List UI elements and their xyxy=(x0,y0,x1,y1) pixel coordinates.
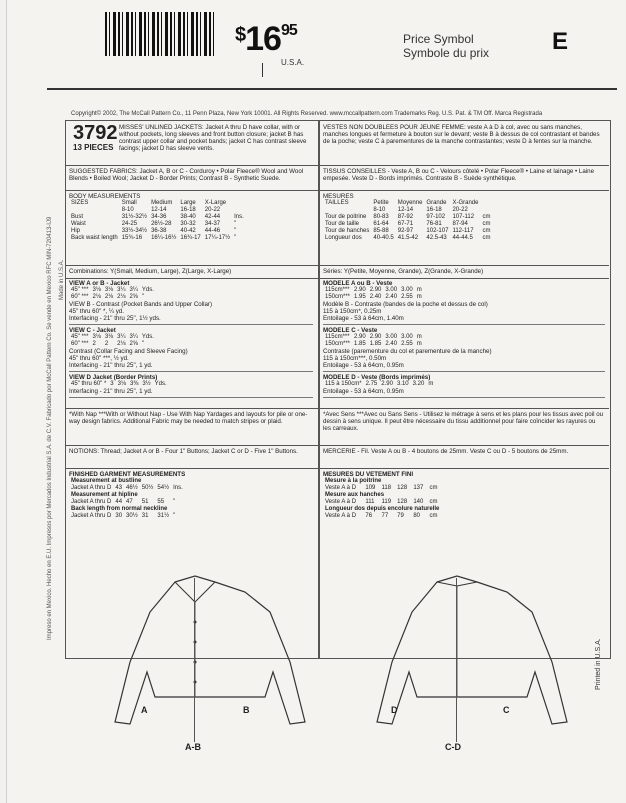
table-row xyxy=(69,287,156,294)
table-cell: 111 xyxy=(365,499,375,505)
column-header: X-Grande xyxy=(452,200,479,206)
view-note: 45" thru 60" *, ¼ yd. xyxy=(69,308,124,315)
table-cell: 1.85 xyxy=(354,341,366,347)
divider xyxy=(319,190,609,191)
spacer xyxy=(480,207,492,214)
table-cell: 128 xyxy=(397,499,408,505)
view-note: 115 à 150cm***, 0.50m xyxy=(323,355,387,362)
printed-in: Printed in U.S.A. xyxy=(595,638,602,690)
table-row xyxy=(69,294,156,301)
table-row xyxy=(323,228,492,235)
size-range: 12-14 xyxy=(397,207,414,213)
view-note: Interfacing - 21" thru 25", 1 yd. xyxy=(69,362,153,369)
table-cell: 16¾-17 xyxy=(180,235,201,241)
unit: cm xyxy=(429,485,438,491)
row-label: Veste A à D xyxy=(325,485,357,491)
group-label: Back length from normal neckline xyxy=(71,506,168,512)
table-row xyxy=(323,235,492,242)
divider xyxy=(47,88,617,90)
table-cell: 55 xyxy=(157,499,165,505)
row-label: Jacket A thru D xyxy=(71,513,112,519)
table-cell: 31 xyxy=(141,513,149,519)
table-cell: 2.90 xyxy=(354,334,366,340)
nap-note-fr: *Avec Sens ***Avec ou Sans Sens - Utilisez le métrage à sens et les plans pour les tissus avec poil ou dessin à sens unique. Il peut être nécessaire du tissu additionnel pour faire coïncider les rayures ou les carreaux. xyxy=(323,411,604,432)
table-cell: 2.75 xyxy=(365,381,378,387)
divider xyxy=(65,165,319,166)
table-cell: 3.10 xyxy=(396,381,409,387)
table-cell: 3¼ xyxy=(117,287,126,293)
view-note: Entoilage - 53 à 64cm, 0.95m xyxy=(323,388,404,395)
size-range: 12-14 xyxy=(151,207,167,213)
table-cell: 92-97 xyxy=(397,228,414,234)
row-label: Bust xyxy=(71,214,84,220)
unit: cm xyxy=(482,214,491,220)
table-cell: 3 xyxy=(110,381,114,387)
row-label: Veste A à D xyxy=(325,513,357,519)
table-cell: 77 xyxy=(381,513,389,519)
view-title: MODELE C - Veste xyxy=(323,327,378,334)
divider xyxy=(319,165,609,166)
finished-table xyxy=(69,478,185,520)
body-measurements-en: BODY MEASUREMENTS SIZES Small Medium Large X-Large 8-10 12-14 16-18 20-22 Bust 31½-32½ 34-36 38-40 42-44 Ins. Waist 24-25 26½-28 30-32 34-37 " Hip 33½-34½ 36-38 40-42 44-46 " Back waist length 15¾-16 16¼-16½ 16¾-17 17¼-17½ " xyxy=(69,193,244,241)
center-line xyxy=(194,578,195,742)
unit: cm xyxy=(482,235,491,241)
table-row xyxy=(69,492,185,499)
table-cell: 30-32 xyxy=(180,221,196,227)
table-cell: 2.55 xyxy=(401,294,413,300)
divider xyxy=(65,190,319,191)
table-cell: 109 xyxy=(365,485,376,491)
table-cell: 15¾-16 xyxy=(121,235,143,241)
price-symbol: Price Symbol Symbole du prix xyxy=(403,32,490,60)
table-row xyxy=(69,341,156,348)
measurement-table xyxy=(323,200,492,242)
row-label: Jacket A thru D xyxy=(71,499,112,505)
table-row xyxy=(69,478,185,485)
table-cell: 42.5-43 xyxy=(426,235,447,241)
label-d: D xyxy=(391,705,398,715)
divider xyxy=(319,468,609,469)
table-cell: 3¼ xyxy=(129,334,138,340)
row-label: Tour de taille xyxy=(325,221,360,227)
table-cell: 2 xyxy=(104,341,109,347)
view-note: Contrast (Collar Facing and Sleeve Facing) xyxy=(69,348,188,355)
table-cell: 31½-32½ xyxy=(121,214,148,220)
yardage-table xyxy=(323,287,424,301)
table-cell: 3.00 xyxy=(401,287,413,293)
row-label: 45" *** xyxy=(71,334,89,340)
table-cell: 140 xyxy=(413,499,424,505)
table-cell: 2.90 xyxy=(381,381,393,387)
row-label: Veste A à D xyxy=(325,499,357,505)
view-note: Interfacing - 21" thru 25", 1½ yds. xyxy=(69,315,161,322)
barcode xyxy=(105,12,215,56)
body-measurements-fr: MESURES TAILLES Petite Moyenne Grande X-Grande 8-10 12-14 16-18 20-22 Tour de poitrine 80-83 87-92 97-102 107-112 cm Tour de taille 61-64 67-71 76-81 87-94 cm Tour de hanches 85-88 92-97 102-107 112-117 cm Longueur dos 40-40.5 41.5-42 42.5-43 44-44.5 cm xyxy=(323,193,491,241)
table-cell: 3⅛ xyxy=(104,334,114,340)
group-label: Mesure aux hanches xyxy=(325,492,385,498)
row-label: Tour de hanches xyxy=(325,228,370,234)
center-line xyxy=(456,578,457,742)
row-label: Back waist length xyxy=(71,235,118,241)
table-cell: 87-92 xyxy=(397,214,414,220)
yardage-table xyxy=(323,334,424,348)
table-cell: 3⅛ xyxy=(92,334,101,340)
table-row xyxy=(69,221,246,228)
table-row xyxy=(323,221,492,228)
table-cell: 38-40 xyxy=(180,214,196,220)
table-cell: Yds. xyxy=(141,287,154,293)
yardage-en xyxy=(69,280,313,400)
row-label: Waist xyxy=(71,221,86,227)
table-cell: 2⅝ xyxy=(129,294,138,300)
table-row xyxy=(69,207,246,214)
price-letter: E xyxy=(552,28,569,55)
combinations-en: Combinations: Y(Small, Medium, Large), Z(Large, X-Large) xyxy=(69,268,232,275)
size-range: 16-18 xyxy=(180,207,196,213)
price-country: U.S.A. xyxy=(281,58,305,67)
table-row xyxy=(323,334,424,341)
table-cell: 87-94 xyxy=(452,221,468,227)
jacket-front-drawing xyxy=(95,572,315,742)
view-title: VIEW C - Jacket xyxy=(69,327,116,334)
table-row xyxy=(69,200,246,207)
table-cell: 36-38 xyxy=(151,228,167,234)
table-cell: 3⅛ xyxy=(104,287,114,293)
table-cell: m xyxy=(416,334,422,340)
price: $^{\$}16^{95}$ xyxy=(235,20,297,58)
table-row xyxy=(69,513,185,520)
table-cell: 80-83 xyxy=(373,214,389,220)
divider xyxy=(262,63,263,77)
size-range: 8-10 xyxy=(121,207,134,213)
table-cell: 47 xyxy=(126,499,133,505)
unit: cm xyxy=(429,513,438,519)
unit: cm xyxy=(482,221,491,227)
unit: " xyxy=(234,221,237,227)
notions-en: NOTIONS: Thread; Jacket A or B - Four 1" Buttons; Jacket C or D - Five 1" Buttons. xyxy=(69,448,298,455)
table-cell: 137 xyxy=(413,485,424,491)
table-cell: 40-42 xyxy=(180,228,196,234)
group-label: Mesure à la poitrine xyxy=(325,478,382,484)
yardage-table xyxy=(323,381,435,388)
table-row xyxy=(323,200,492,207)
table-cell: Yds. xyxy=(141,334,154,340)
table-cell: 1.85 xyxy=(369,341,382,347)
table-cell: 17¼-17½ xyxy=(204,235,231,241)
view-block xyxy=(323,280,605,325)
column-header: Petite xyxy=(373,200,389,206)
table-cell: 2.40 xyxy=(385,341,398,347)
table-cell: 46½ xyxy=(126,485,138,491)
table-cell: " xyxy=(141,294,144,300)
table-cell: 2 xyxy=(92,341,96,347)
table-row xyxy=(69,235,246,242)
table-row xyxy=(323,294,424,301)
unit: Ins. xyxy=(234,214,244,220)
column-header: X-Large xyxy=(204,200,227,206)
table-row xyxy=(69,499,185,506)
table-cell: 118 xyxy=(381,485,392,491)
view-block xyxy=(323,327,605,372)
table-cell: 3.00 xyxy=(401,334,413,340)
unit: " xyxy=(173,499,176,505)
table-cell: 33½-34½ xyxy=(121,228,148,234)
size-range: 8-10 xyxy=(373,207,386,213)
table-cell: 2⅛ xyxy=(92,294,101,300)
row-label: 150cm*** xyxy=(325,294,351,300)
table-cell: 97-102 xyxy=(426,214,446,220)
yardage-table xyxy=(69,381,169,388)
row-label: 60" *** xyxy=(71,341,89,347)
yardage-table xyxy=(69,334,156,348)
view-note: Interfacing - 21" thru 25", 1 yd. xyxy=(69,388,153,395)
divider xyxy=(65,468,319,469)
table-cell: 30 xyxy=(115,513,123,519)
table-cell: 54½ xyxy=(157,485,170,491)
unit: cm xyxy=(482,228,491,234)
description-en: MISSES' UNLINED JACKETS: Jacket A thru D have collar, with or without pockets, long sleeves and front button closure; jacket B has contrast upper collar and pocket bands; jacket C has contrast sleeve facings; jacket D has sleeve vents. xyxy=(119,124,307,152)
table-cell: 50½ xyxy=(141,485,154,491)
table-cell: 2.90 xyxy=(369,334,382,340)
combinations-fr: Séries: Y(Petite, Moyenne, Grande), Z(Grande, X-Grande) xyxy=(323,268,484,275)
table-cell: 128 xyxy=(397,485,408,491)
table-cell: 119 xyxy=(381,499,392,505)
table-cell: 2.90 xyxy=(369,287,382,293)
table-cell: 76 xyxy=(365,513,373,519)
unit: " xyxy=(173,513,176,519)
table-cell: 3⅜ xyxy=(129,381,139,387)
table-cell: 44 xyxy=(115,499,123,505)
table-cell: 2.40 xyxy=(385,294,398,300)
size-range: 20-22 xyxy=(204,207,221,213)
table-cell: 80 xyxy=(413,513,421,519)
table-cell: 1.95 xyxy=(354,294,366,300)
divider xyxy=(319,278,609,279)
view-note: 45" thru 60" ***, ½ yd. xyxy=(69,355,129,362)
divider xyxy=(319,445,609,446)
jacket-back-drawing xyxy=(357,572,577,742)
table-cell: 112-117 xyxy=(452,228,474,234)
column-header: Small xyxy=(121,200,137,206)
table-row xyxy=(323,513,441,520)
table-cell: Yds. xyxy=(154,381,167,387)
table-cell: 44-46 xyxy=(204,228,221,234)
row-label: 60" *** xyxy=(71,294,89,300)
table-cell: 3.00 xyxy=(385,334,398,340)
description-fr: VESTES NON DOUBLEES POUR JEUNE FEMME: veste A à D à col, avec ou sans manches, manches longues et fermeture à bouton sur le devant; veste B à dessus de col contrastant et bandes de la poche; veste C à parementures de la manche contrastantes; veste D à fentes sur la manche. xyxy=(323,124,600,145)
column-header: Grande xyxy=(426,200,447,206)
divider xyxy=(65,278,319,279)
column-header: Large xyxy=(180,200,196,206)
table-cell: 2.55 xyxy=(401,341,413,347)
unit: " xyxy=(234,228,237,234)
table-cell: 34-36 xyxy=(151,214,167,220)
table-cell: 26½-28 xyxy=(151,221,172,227)
table-row xyxy=(69,228,246,235)
table-cell: 2⅝ xyxy=(129,341,138,347)
label-a: A xyxy=(141,705,148,715)
table-cell: 85-88 xyxy=(373,228,389,234)
table-row xyxy=(69,214,246,221)
view-block xyxy=(69,374,313,398)
size-range: 20-22 xyxy=(452,207,468,213)
group-label: Measurement at hipline xyxy=(71,492,138,498)
view-title: VIEW D Jacket (Border Prints) xyxy=(69,374,158,381)
view-title: MODELE A ou B - Veste xyxy=(323,280,393,287)
row-label: 115cm*** xyxy=(325,334,350,340)
table-cell: 51 xyxy=(141,499,149,505)
table-cell: 43 xyxy=(115,485,123,491)
table-cell: 3¼ xyxy=(129,287,138,293)
divider xyxy=(65,445,319,446)
view-title: MODELE D - Veste (Bords imprimés) xyxy=(323,374,431,381)
yardage-table xyxy=(69,287,156,301)
table-cell: 24-25 xyxy=(121,221,138,227)
view-block xyxy=(69,280,313,325)
finished-fr: MESURES DU VETEMENT FINI Mesure à la poitrine Veste A à D 109 118 128 137 cm Mesure aux hanches Veste A à D 111 119 128 140 cm Longueur dos depuis encolure naturelle Veste A à D 76 77 79 80 cm xyxy=(323,471,440,519)
column-header: SIZES xyxy=(71,200,89,206)
fabrics-fr: TISSUS CONSEILLES - Veste A, B ou C - Velours côtelé • Polar Fleece® • Laine et lainage • Laine empesée. Veste D - Bords imprimés. Contraste B - Suède synthétique. xyxy=(323,168,595,182)
pattern-number: 3792 xyxy=(73,122,118,144)
table-cell: 3½ xyxy=(142,381,151,387)
yardage-fr xyxy=(323,280,605,400)
spacer xyxy=(69,207,120,214)
column-header: Medium xyxy=(151,200,173,206)
nap-note-en: *With Nap ***With or Without Nap - Use With Nap Yardages and layouts for pile or one-way design fabrics. Additional Fabric may be needed to match stripes or plaid. xyxy=(69,411,308,425)
group-label: Longueur dos depuis encolure naturelle xyxy=(325,506,440,512)
table-cell: m xyxy=(416,287,422,293)
table-cell: 79 xyxy=(397,513,404,519)
table-cell: 41.5-42 xyxy=(397,235,419,241)
view-title: VIEW A or B - Jacket xyxy=(69,280,130,287)
view-note: VIEW B - Contrast (Pocket Bands and Upper Collar) xyxy=(69,301,213,308)
table-cell: 31½ xyxy=(157,513,170,519)
side-made-in: Made in U.S.A. xyxy=(59,259,65,300)
table-cell: m xyxy=(428,381,434,387)
table-cell: 2⅛ xyxy=(117,341,126,347)
view-note: Entoilage - 53 à 64cm, 0.95m xyxy=(323,362,404,369)
table-cell: m xyxy=(416,341,422,347)
spacer xyxy=(480,200,492,207)
view-block xyxy=(323,374,605,398)
table-row xyxy=(323,499,441,506)
table-cell: 76-81 xyxy=(426,221,442,227)
row-label: 115 à 150cm* xyxy=(325,381,362,387)
label-cd: C-D xyxy=(445,742,461,752)
copyright-line: Copyright© 2002, The McCall Pattern Co., 11 Penn Plaza, New York 10001. All Rights Reserved. www.mccallpattern.com Trademarks Reg. U.S. Pat. & TM Off. Marca Registrada xyxy=(71,111,543,117)
view-block xyxy=(69,327,313,372)
table-row xyxy=(69,381,169,388)
table-cell: 2⅛ xyxy=(117,294,126,300)
table-cell: m xyxy=(416,294,422,300)
table-row xyxy=(323,492,441,499)
table-cell: 3⅛ xyxy=(92,287,101,293)
view-note: Entoilage - 53 à 64cm, 1.40m xyxy=(323,315,404,322)
table-cell: 2.90 xyxy=(354,287,366,293)
table-cell: 40-40.5 xyxy=(373,235,394,241)
label-b: B xyxy=(243,705,250,715)
row-label: 150cm*** xyxy=(325,341,351,347)
row-label: Hip xyxy=(71,228,81,234)
spacer xyxy=(323,207,371,214)
side-legal-text: Impreso en Mexico. Hecho en E.U. Impresos por Mercados Industrial S.A. de C.V. Fabricado por McCall Pattern Co. Se vende en Mexico RFC MIN-720413-IJ9 xyxy=(47,216,53,640)
divider xyxy=(319,265,609,266)
table-row xyxy=(69,334,156,341)
row-label: 45" *** xyxy=(71,287,89,293)
table-cell: " xyxy=(141,341,144,347)
table-cell: 3.20 xyxy=(412,381,425,387)
spacer xyxy=(232,200,246,207)
pattern-pieces: 13 PIECES xyxy=(73,143,114,152)
divider xyxy=(319,408,609,409)
table-row xyxy=(69,485,185,492)
label-c: C xyxy=(503,705,510,715)
table-cell: 3⅛ xyxy=(117,381,126,387)
unit: Ins. xyxy=(173,485,183,491)
unit: cm xyxy=(429,499,438,505)
column-header: TAILLES xyxy=(325,200,349,206)
fabrics-en: SUGGESTED FABRICS: Jacket A, B or C - Corduroy • Polar Fleece® Wool and Wool Blends • Boiled Wool; Jacket D - Border Prints; Contrast B - Synthetic Suede. xyxy=(69,168,304,182)
measurement-table xyxy=(69,200,246,242)
table-row xyxy=(323,287,424,294)
row-label: Jacket A thru D xyxy=(71,485,112,491)
row-label: Tour de poitrine xyxy=(325,214,367,220)
finished-en: FINISHED GARMENT MEASUREMENTS Measurement at bustline Jacket A thru D 43 46½ 50½ 54½ Ins. Measurement at hipline Jacket A thru D 44 47 51 55 " Back length from normal neckline Jacket A thru D 30 30½ 31 31½ " xyxy=(69,471,186,519)
table-cell: 3¼ xyxy=(117,334,126,340)
envelope-back xyxy=(6,0,625,803)
table-cell: 34-37 xyxy=(204,221,221,227)
table-cell: 2.40 xyxy=(369,294,382,300)
view-note: 115 à 150cm*, 0.25m xyxy=(323,308,382,315)
label-ab: A-B xyxy=(185,742,201,752)
spacer xyxy=(232,207,246,214)
row-label: 115cm*** xyxy=(325,287,350,293)
divider xyxy=(65,408,319,409)
table-row xyxy=(323,214,492,221)
group-label: Measurement at bustline xyxy=(71,478,142,484)
table-cell: 67-71 xyxy=(397,221,414,227)
view-note: Contraste (parementure du col et parementure de la manche) xyxy=(323,348,492,355)
table-row xyxy=(323,478,441,485)
table-cell: 30½ xyxy=(126,513,138,519)
table-row xyxy=(323,485,441,492)
table-cell: 107-112 xyxy=(452,214,475,220)
table-cell: 42-44 xyxy=(204,214,221,220)
table-cell: 16¼-16½ xyxy=(151,235,177,241)
table-row xyxy=(323,341,424,348)
divider xyxy=(65,265,319,266)
notions-fr: MERCERIE - Fil. Veste A ou B - 4 boutons de 25mm. Veste C ou D - 5 boutons de 25mm. xyxy=(323,448,569,455)
size-range: 16-18 xyxy=(426,207,442,213)
table-cell: 44-44.5 xyxy=(452,235,473,241)
unit: " xyxy=(234,235,237,241)
table-row xyxy=(323,207,492,214)
table-row xyxy=(323,381,435,388)
row-label: Longueur dos xyxy=(325,235,362,241)
table-cell: 102-107 xyxy=(426,228,449,234)
table-cell: 61-64 xyxy=(373,221,389,227)
view-note: Modèle B - Contraste (bandes de la poche et dessus de col) xyxy=(323,301,488,308)
column-header: Moyenne xyxy=(397,200,423,206)
table-row xyxy=(69,506,185,513)
row-label: 45" thru 60" * xyxy=(71,381,107,387)
table-cell: 2⅛ xyxy=(104,294,114,300)
finished-table xyxy=(323,478,441,520)
table-cell: 3.00 xyxy=(385,287,398,293)
table-row xyxy=(323,506,441,513)
